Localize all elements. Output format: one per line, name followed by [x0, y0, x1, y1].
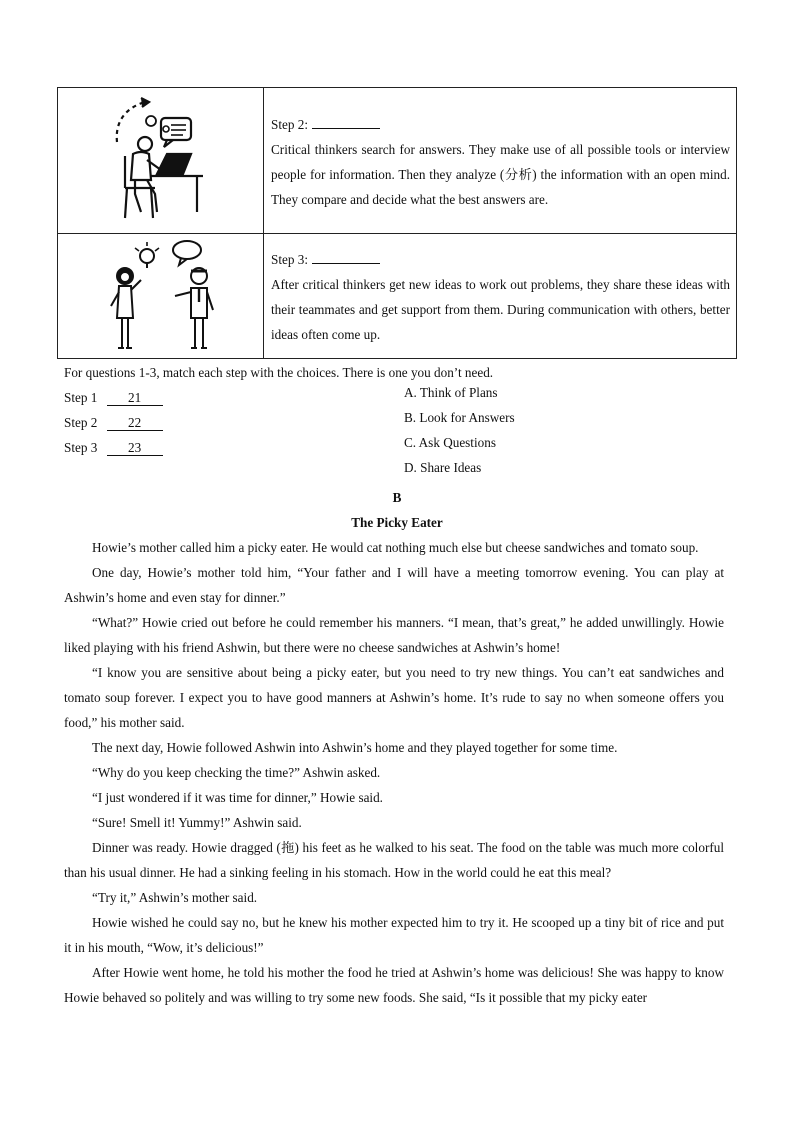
- step-2-cell: [264, 88, 737, 234]
- story-paragraph: “What?” Howie cried out before he could remember his manners. “I mean, that’s great,” he added unwillingly. Howie liked playing with his friend Ashwin, but there were no cheese sandwiches at Ashwin’s home!: [64, 615, 724, 655]
- question-label: Step 3: [64, 440, 98, 455]
- two-people-talking-icon: [101, 238, 221, 356]
- question-label: Step 2: [64, 415, 98, 430]
- person-at-computer-icon: [111, 94, 211, 220]
- story-paragraph: Howie wished he could say no, but he knew his mother expected him to try it. He scooped up a tiny bit of rice and put it in his mouth, “Wow, it’s delicious!”: [64, 915, 724, 955]
- instruction-text: For questions 1-3, match each step with the choices. There is one you don’t need.: [64, 365, 494, 380]
- table-row: [58, 234, 737, 359]
- answer-blank[interactable]: 22: [107, 416, 163, 431]
- answer-blank[interactable]: 23: [107, 441, 163, 456]
- section-letter: B: [392, 490, 402, 505]
- step-description: After critical thinkers get new ideas to work out problems, they share these ideas with their teammates and get support from them. During communication with others, better ideas often come up.: [271, 277, 730, 342]
- story-paragraph: “Try it,” Ashwin’s mother said.: [92, 890, 258, 905]
- steps-table: [57, 87, 737, 359]
- story-paragraph: Howie’s mother called him a picky eater. He would cat nothing much else but cheese sandwiches and tomato soup.: [92, 540, 699, 555]
- choice-d: D. Share Ideas: [404, 460, 482, 475]
- choice-a: A. Think of Plans: [404, 385, 498, 400]
- table-row: [58, 88, 737, 234]
- step-description: Critical thinkers search for answers. They make use of all possible tools or interview people for information. Then they analyze (分析) the information with an open mind. They compare and decide what the best answers are.: [271, 142, 730, 207]
- choice-b: B. Look for Answers: [404, 410, 515, 425]
- answer-blank[interactable]: [312, 251, 380, 264]
- answer-blank[interactable]: [312, 116, 380, 129]
- question-item: [64, 435, 163, 460]
- story-paragraph: One day, Howie’s mother told him, “Your father and I will have a meeting tomorrow evening. You can play at Ashwin’s home and even stay for dinner.”: [64, 565, 724, 605]
- question-label: Step 1: [64, 390, 98, 405]
- choice-c: C. Ask Questions: [404, 435, 496, 450]
- story-body: [64, 535, 724, 1010]
- story-paragraph: The next day, Howie followed Ashwin into Ashwin’s home and they played together for some time.: [92, 740, 618, 755]
- step-3-cell: [264, 234, 737, 359]
- question-item: [64, 385, 163, 410]
- story-title: The Picky Eater: [351, 515, 443, 530]
- story-paragraph: Dinner was ready. Howie dragged (拖) his feet as he walked to his seat. The food on the table was much more colorful than his usual dinner. He had a sinking feeling in his stomach. How in the world could he eat this meal?: [64, 840, 724, 880]
- story-paragraph: “Sure! Smell it! Yummy!” Ashwin said.: [92, 815, 302, 830]
- illustration-cell: [58, 88, 264, 234]
- question-item: [64, 410, 163, 435]
- story-paragraph: “I know you are sensitive about being a picky eater, but you need to try new things. You can’t eat sandwiches and tomato soup forever. I expect you to have good manners at Ashwin’s home. It’s rude to say no when someone offers you food,” his mother said.: [64, 665, 724, 730]
- step-label: Step 2:: [271, 117, 308, 132]
- step-label: Step 3:: [271, 252, 308, 267]
- story-paragraph: “I just wondered if it was time for dinner,” Howie said.: [92, 790, 383, 805]
- illustration-cell: [58, 234, 264, 359]
- story-paragraph: “Why do you keep checking the time?” Ashwin asked.: [92, 765, 381, 780]
- answer-blank[interactable]: 21: [107, 391, 163, 406]
- story-paragraph: After Howie went home, he told his mother the food he tried at Ashwin’s home was delicious! She was happy to know Howie behaved so politely and was willing to try some new foods. She said, “Is it possible that my picky eater: [64, 965, 724, 1005]
